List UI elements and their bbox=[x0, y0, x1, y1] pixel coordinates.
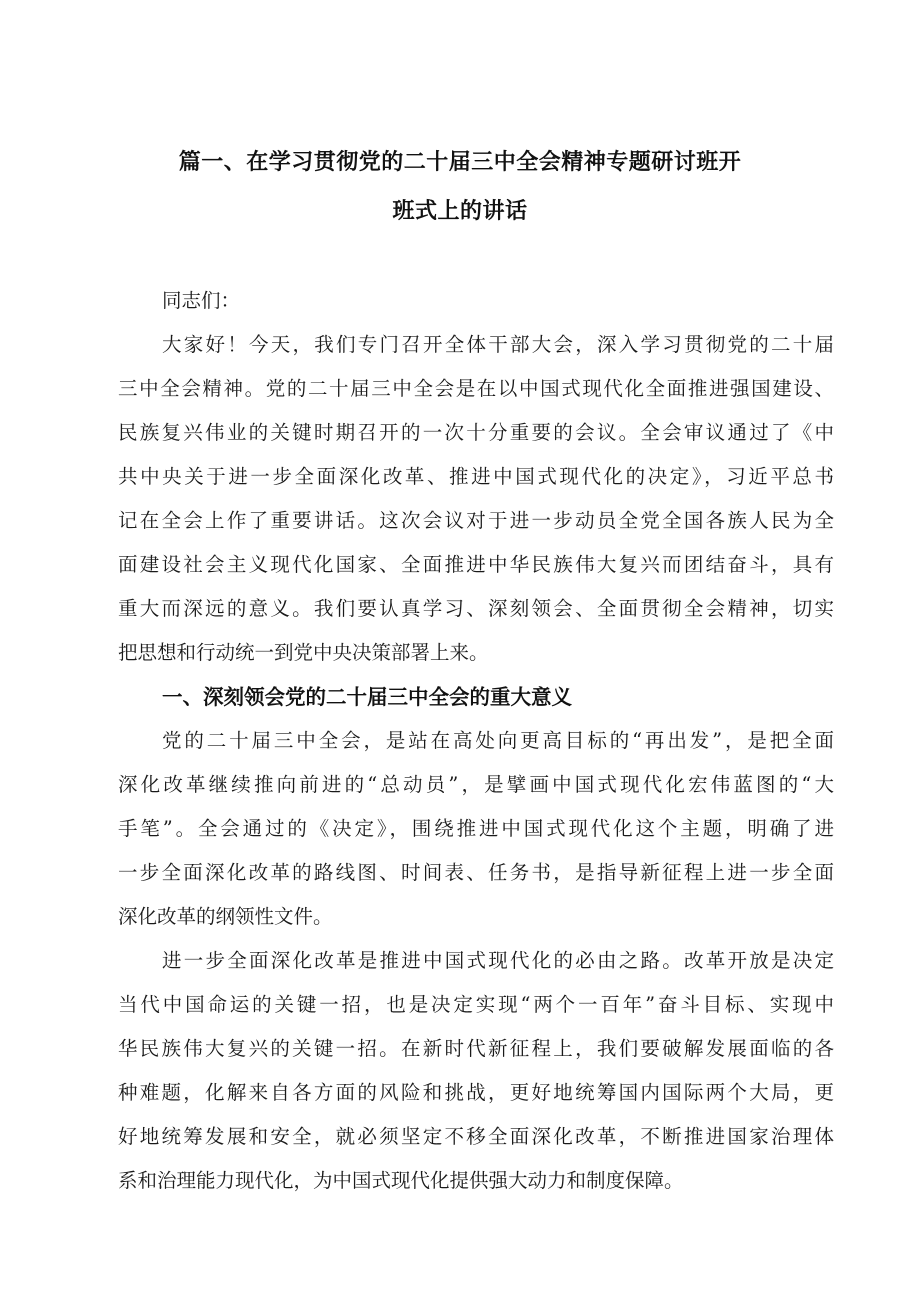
intro-line: 大家好！今天，我们专门召开全体干部大会，深入学习贯彻党的二十届 bbox=[162, 333, 834, 356]
paragraph-line: 华民族伟大复兴的关键一招。在新时代新征程上，我们要破解发展面临的各 bbox=[118, 1037, 834, 1060]
intro-line: 把思想和行动统一到党中央决策部署上来。 bbox=[118, 641, 489, 664]
paragraph-line: 当代中国命运的关键一招，也是决定实现“两个一百年”奋斗目标、实现中 bbox=[118, 993, 834, 1016]
paragraph-line: 系和治理能力现代化，为中国式现代化提供强大动力和制度保障。 bbox=[118, 1169, 684, 1192]
salutation: 同志们： bbox=[162, 289, 241, 312]
intro-line: 面建设社会主义现代化国家、全面推进中华民族伟大复兴而团结奋斗，具有 bbox=[118, 553, 834, 576]
paragraph-line: 党的二十届三中全会，是站在高处向更高目标的“再出发”，是把全面 bbox=[162, 729, 834, 752]
paragraph-line: 深化改革的纲领性文件。 bbox=[118, 905, 333, 928]
paragraph-line: 好地统筹发展和安全，就必须坚定不移全面深化改革，不断推进国家治理体 bbox=[118, 1125, 834, 1148]
section-heading: 一、深刻领会党的二十届三中全会的重大意义 bbox=[162, 685, 572, 709]
intro-line: 民族复兴伟业的关键时期召开的一次十分重要的会议。全会审议通过了《中 bbox=[118, 421, 834, 444]
paragraph-line: 种难题，化解来自各方面的风险和挑战，更好地统筹国内国际两个大局，更 bbox=[118, 1081, 834, 1104]
intro-line: 共中央关于进一步全面深化改革、推进中国式现代化的决定》，习近平总书 bbox=[118, 465, 834, 488]
document-title-line-2: 班式上的讲话 bbox=[392, 199, 528, 224]
paragraph-line: 手笔”。全会通过的《决定》，围绕推进中国式现代化这个主题，明确了进 bbox=[118, 817, 834, 840]
paragraph-line: 进一步全面深化改革是推进中国式现代化的必由之路。改革开放是决定 bbox=[162, 949, 834, 972]
intro-line: 三中全会精神。党的二十届三中全会是在以中国式现代化全面推进强国建设、 bbox=[118, 377, 834, 400]
document-title-line-1: 篇一、在学习贯彻党的二十届三中全会精神专题研讨班开 bbox=[178, 150, 742, 175]
paragraph-line: 深化改革继续推向前进的“总动员”，是擘画中国式现代化宏伟蓝图的“大 bbox=[118, 773, 834, 796]
paragraph-line: 一步全面深化改革的路线图、时间表、任务书，是指导新征程上进一步全面 bbox=[118, 861, 834, 884]
intro-line: 重大而深远的意义。我们要认真学习、深刻领会、全面贯彻全会精神，切实 bbox=[118, 597, 834, 620]
intro-line: 记在全会上作了重要讲话。这次会议对于进一步动员全党全国各族人民为全 bbox=[118, 509, 834, 532]
